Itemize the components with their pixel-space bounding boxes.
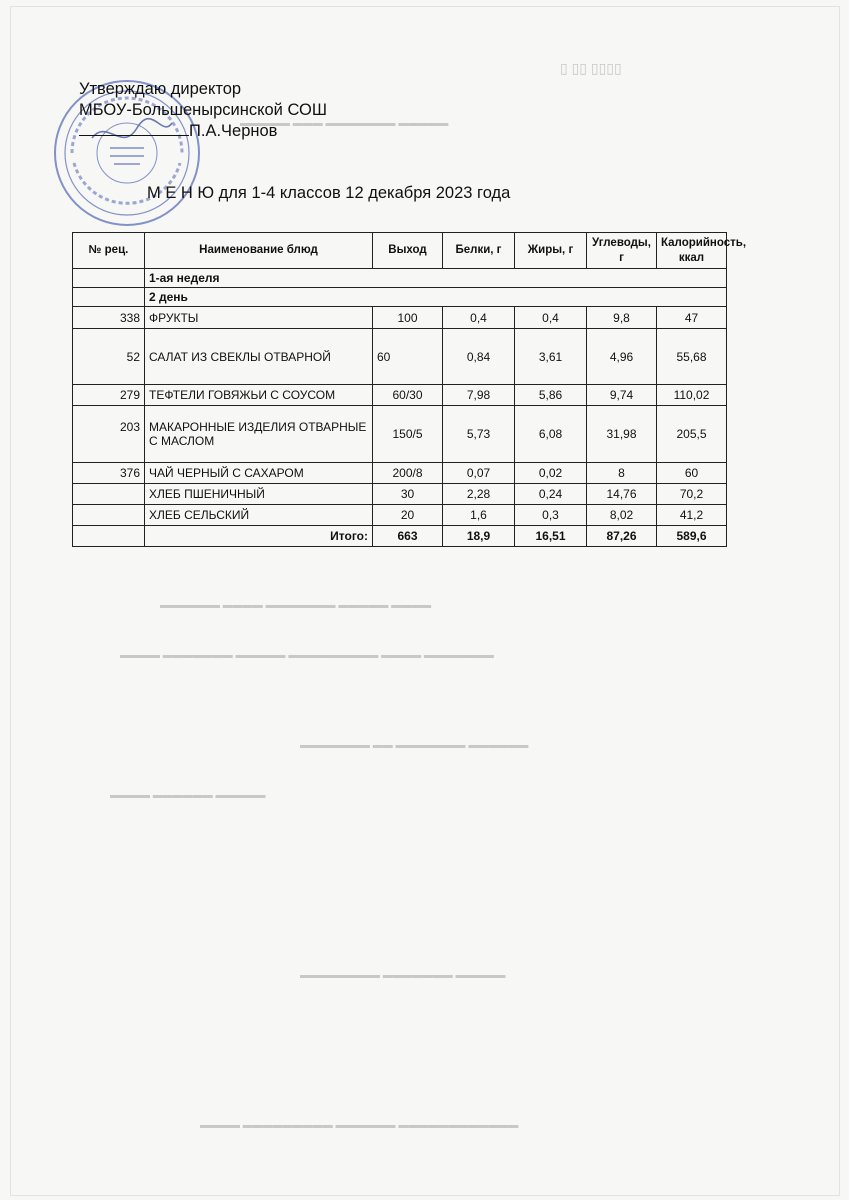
cell-rec: 376 [73,463,145,484]
table-row [73,505,727,526]
cell-rec: 279 [73,385,145,406]
cell-rec [73,484,145,505]
table-row [73,463,727,484]
week-row [73,269,727,288]
cell-fat: 0,24 [515,484,587,505]
cell-name: ХЛЕБ СЕЛЬСКИЙ [145,505,373,526]
cell-kcal: 47 [657,307,727,329]
total-kcal: 589,6 [657,526,727,547]
cell-kcal: 41,2 [657,505,727,526]
cell-rec [73,505,145,526]
cell-carb: 9,8 [587,307,657,329]
cell-out: 60 [373,329,443,385]
day-row [73,288,727,307]
cell-name: САЛАТ ИЗ СВЕКЛЫ ОТВАРНОЙ [145,329,373,385]
cell-out: 100 [373,307,443,329]
total-label: Итого: [145,526,373,547]
cell-protein: 5,73 [443,406,515,463]
total-carb: 87,26 [587,526,657,547]
signer-name: П.А.Чернов [189,122,278,140]
table-row [73,329,727,385]
cell-rec: 52 [73,329,145,385]
total-protein: 18,9 [443,526,515,547]
cell-carb: 4,96 [587,329,657,385]
cell-rec: 338 [73,307,145,329]
cell-out: 60/30 [373,385,443,406]
cell-protein: 0,84 [443,329,515,385]
total-out: 663 [373,526,443,547]
total-fat: 16,51 [515,526,587,547]
cell-out: 30 [373,484,443,505]
school-name: МБОУ-Большенырсинской СОШ [79,101,327,119]
week-label: 1-ая неделя [145,269,727,288]
approval-block [79,79,327,142]
table-cell [73,288,145,307]
cell-carb: 14,76 [587,484,657,505]
header-name: Наименование блюд [145,233,373,269]
header-out: Выход [373,233,443,269]
bleed-through: ▯ ▯▯ ▯▯▯▯ [560,60,622,76]
header-rec: № рец. [73,233,145,269]
header-carb: Углеводы, г [587,233,657,269]
header-fat: Жиры, г [515,233,587,269]
cell-kcal: 110,02 [657,385,727,406]
table-row [73,307,727,329]
cell-fat: 3,61 [515,329,587,385]
cell-out: 200/8 [373,463,443,484]
cell-kcal: 55,68 [657,329,727,385]
table-header-row [73,233,727,269]
bleed-through: ▬▬▬▬▬▬ ▬▬▬▬ ▬▬▬▬▬▬▬ ▬▬▬▬▬ ▬▬▬▬ [160,600,432,611]
bleed-through: ▬▬▬▬▬▬▬▬ ▬▬▬▬▬▬▬ ▬▬▬▬▬ [300,970,506,981]
header-kcal: Калорийность, ккал [657,233,727,269]
approval-title: Утверждаю директор [79,80,242,98]
cell-out: 150/5 [373,406,443,463]
signature-line [79,121,327,142]
cell-protein: 1,6 [443,505,515,526]
signature-underline [79,121,189,136]
table-cell [73,526,145,547]
cell-fat: 0,3 [515,505,587,526]
menu-table [72,232,747,547]
cell-fat: 6,08 [515,406,587,463]
cell-fat: 0,4 [515,307,587,329]
cell-carb: 8 [587,463,657,484]
cell-name: МАКАРОННЫЕ ИЗДЕЛИЯ ОТВАРНЫЕ С МАСЛОМ [145,406,373,463]
table-row [73,406,727,463]
table-row [73,484,727,505]
cell-rec: 203 [73,406,145,463]
bleed-through: ▬▬▬▬ ▬▬▬▬▬▬ ▬▬▬▬▬ [110,790,266,801]
table-cell [73,269,145,288]
cell-protein: 0,07 [443,463,515,484]
bleed-through: ▬▬▬▬ ▬▬▬▬▬▬▬▬▬ ▬▬▬▬▬▬ ▬▬▬▬▬▬▬▬▬▬▬▬ [200,1120,519,1131]
cell-name: ФРУКТЫ [145,307,373,329]
cell-protein: 7,98 [443,385,515,406]
bleed-through: ▬▬▬▬ ▬▬▬▬▬▬▬ ▬▬▬▬▬ ▬▬▬▬▬▬▬▬▬ ▬▬▬▬ ▬▬▬▬▬▬▬ [120,650,494,661]
cell-name: ТЕФТЕЛИ ГОВЯЖЬИ С СОУСОМ [145,385,373,406]
cell-fat: 0,02 [515,463,587,484]
cell-carb: 31,98 [587,406,657,463]
cell-name: ХЛЕБ ПШЕНИЧНЫЙ [145,484,373,505]
header-protein: Белки, г [443,233,515,269]
bleed-through: ▬▬▬▬▬▬▬ ▬▬ ▬▬▬▬▬▬▬ ▬▬▬▬▬▬ [300,740,529,751]
cell-carb: 9,74 [587,385,657,406]
cell-carb: 8,02 [587,505,657,526]
cell-protein: 0,4 [443,307,515,329]
bleed-through: ▬▬▬▬▬ ▬▬▬ ▬▬▬▬▬▬▬ ▬▬▬▬▬ [240,118,449,129]
menu-title: М Е Н Ю для 1-4 классов 12 декабря 2023 года [147,184,511,202]
cell-fat: 5,86 [515,385,587,406]
total-row [73,526,727,547]
table-row [73,385,727,406]
cell-name: ЧАЙ ЧЕРНЫЙ С САХАРОМ [145,463,373,484]
cell-kcal: 205,5 [657,406,727,463]
cell-out: 20 [373,505,443,526]
day-label: 2 день [145,288,727,307]
cell-protein: 2,28 [443,484,515,505]
cell-kcal: 70,2 [657,484,727,505]
cell-kcal: 60 [657,463,727,484]
